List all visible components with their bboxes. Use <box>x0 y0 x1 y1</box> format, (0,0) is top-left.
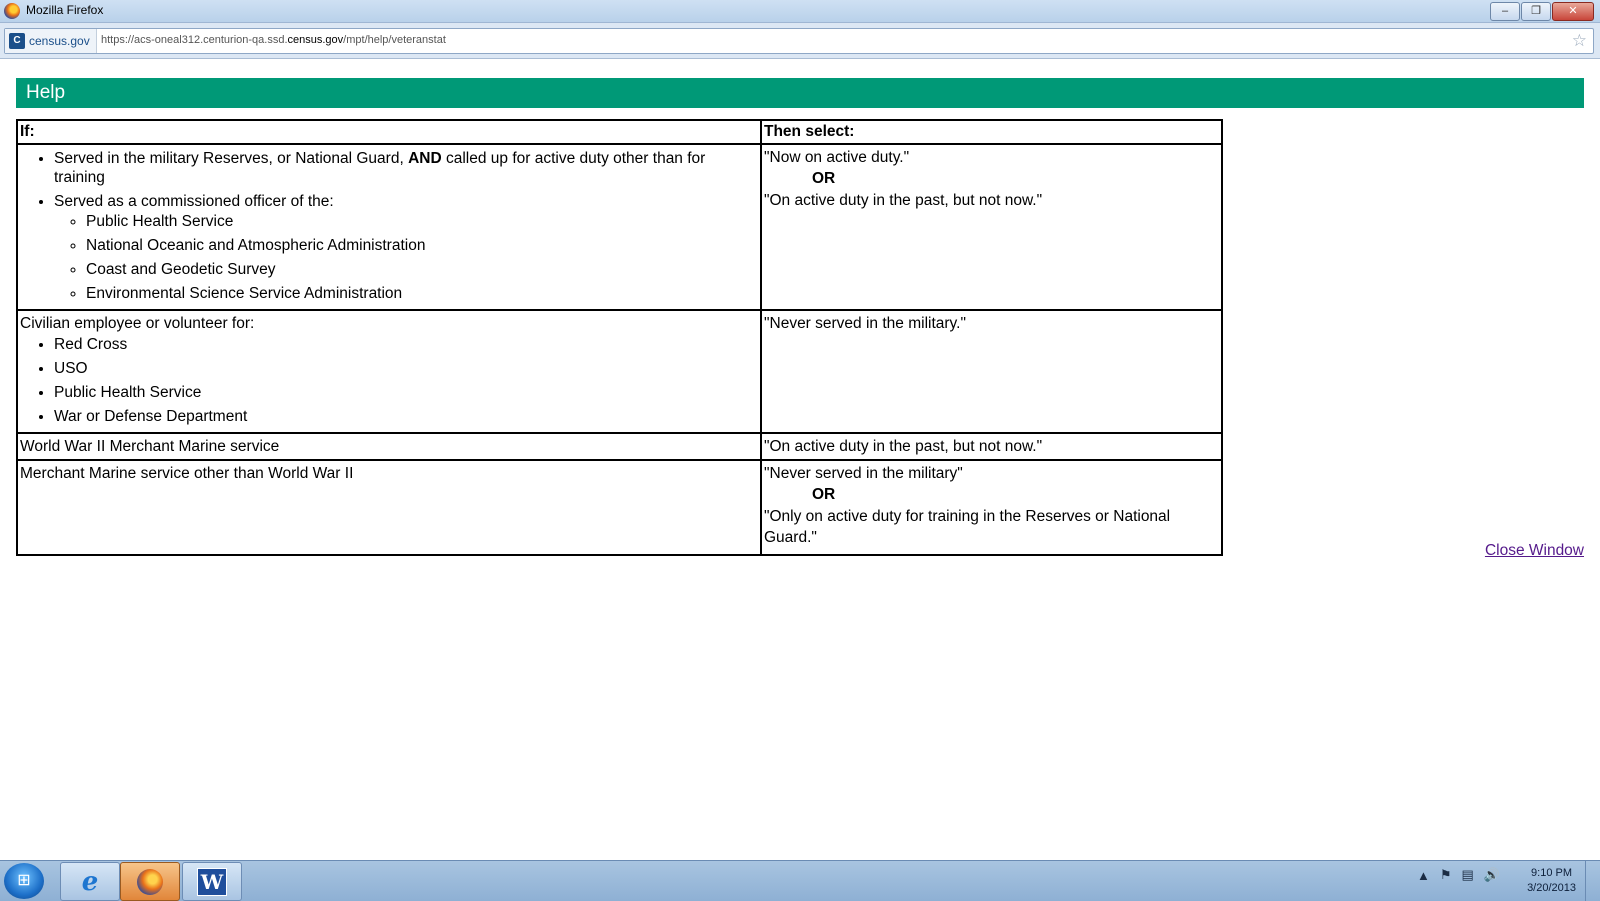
list-item-text: called up for active duty other than for training <box>54 150 706 186</box>
clock-time: 9:10 PM <box>1531 867 1573 879</box>
then-cell <box>761 310 1222 433</box>
list-item-text: Served as a commissioned officer of the: <box>54 193 334 210</box>
sub-list-item: ◦ National Oceanic and Atmospheric Administration <box>86 236 758 255</box>
site-identity-label: census.gov <box>29 34 90 48</box>
show-hidden-icons-icon[interactable]: ▲ <box>1416 867 1430 883</box>
if-cell <box>17 310 761 433</box>
table-row <box>17 433 1222 460</box>
network-icon[interactable]: ▤ <box>1461 867 1474 882</box>
url-suffix: /mpt/help/veteranstat <box>343 34 446 46</box>
windows-taskbar <box>0 860 1600 901</box>
internet-explorer-icon: e <box>81 866 99 897</box>
restore-button[interactable]: ❐ <box>1521 2 1551 21</box>
or-separator: OR <box>812 170 836 187</box>
table-header-row <box>17 120 1222 144</box>
bookmark-star-icon[interactable]: ☆ <box>1571 31 1587 50</box>
show-desktop-button[interactable] <box>1585 861 1600 901</box>
volume-icon[interactable]: 🔊 <box>1483 867 1500 882</box>
firefox-logo-icon <box>4 3 20 19</box>
if-cell <box>17 433 761 460</box>
system-clock[interactable] <box>1527 866 1576 896</box>
url-bar[interactable] <box>4 28 1594 54</box>
then-cell <box>761 144 1222 310</box>
list-item-text: Served in the military Reserves, or National Guard, <box>54 150 409 167</box>
table-row <box>17 310 1222 433</box>
then-cell <box>761 460 1222 555</box>
list-item <box>54 192 758 303</box>
then-option: "Only on active duty for training in the Reserves or National Guard." <box>764 508 1171 546</box>
if-cell <box>17 144 761 310</box>
census-site-icon: C <box>9 33 25 49</box>
if-text: World War II Merchant Marine service <box>20 438 280 455</box>
condition-list <box>20 149 758 303</box>
action-center-flag-icon[interactable]: ⚑ <box>1439 867 1452 882</box>
close-window-link[interactable]: Close Window <box>1484 542 1584 559</box>
firefox-icon <box>137 869 163 895</box>
navigation-bar <box>0 23 1600 59</box>
url-text[interactable] <box>101 34 446 46</box>
window-title: Mozilla Firefox <box>26 3 104 17</box>
taskbar-internet-explorer[interactable] <box>60 862 120 901</box>
window-controls <box>1490 2 1594 21</box>
then-option: "Never served in the military." <box>764 315 966 332</box>
table-row <box>17 144 1222 310</box>
civilian-list <box>20 335 758 426</box>
url-domain: census.gov <box>287 34 344 46</box>
sub-condition-list <box>54 212 758 303</box>
sub-list-item: ◦ Environmental Science Service Administration <box>86 284 758 303</box>
if-column-header: If: <box>17 120 761 144</box>
if-text: Merchant Marine service other than World War II <box>20 465 354 482</box>
then-option: "Never served in the military" <box>764 465 963 482</box>
then-option: "On active duty in the past, but not now." <box>764 438 1043 455</box>
then-cell <box>761 433 1222 460</box>
site-identity-button[interactable] <box>5 29 97 53</box>
start-button[interactable]: ⊞ <box>4 863 44 899</box>
then-option: "On active duty in the past, but not now." <box>764 192 1043 209</box>
table-row <box>17 460 1222 555</box>
clock-date: 3/20/2013 <box>1527 882 1576 894</box>
close-button[interactable]: ✕ <box>1552 2 1594 21</box>
minimize-button[interactable]: – <box>1490 2 1520 21</box>
list-item <box>54 149 758 187</box>
taskbar-firefox[interactable] <box>120 862 180 901</box>
list-item-emphasis: AND <box>408 150 442 167</box>
url-prefix: https://acs-oneal312.centurion-qa.ssd. <box>101 34 288 46</box>
sub-list-item: ◦ Public Health Service <box>86 212 758 231</box>
window-titlebar <box>0 0 1600 23</box>
help-header: Help <box>16 78 1584 108</box>
list-item: • Red Cross <box>54 335 758 354</box>
civilian-intro: Civilian employee or volunteer for: <box>20 315 255 332</box>
list-item: • Public Health Service <box>54 383 758 402</box>
then-option: "Now on active duty." <box>764 149 910 166</box>
list-item: • War or Defense Department <box>54 407 758 426</box>
help-table <box>16 119 1223 556</box>
if-cell <box>17 460 761 555</box>
list-item: • USO <box>54 359 758 378</box>
sub-list-item: ◦ Coast and Geodetic Survey <box>86 260 758 279</box>
or-separator: OR <box>812 486 836 503</box>
then-column-header: Then select: <box>761 120 1222 144</box>
word-icon: W <box>197 868 227 896</box>
taskbar-word[interactable] <box>182 862 242 901</box>
